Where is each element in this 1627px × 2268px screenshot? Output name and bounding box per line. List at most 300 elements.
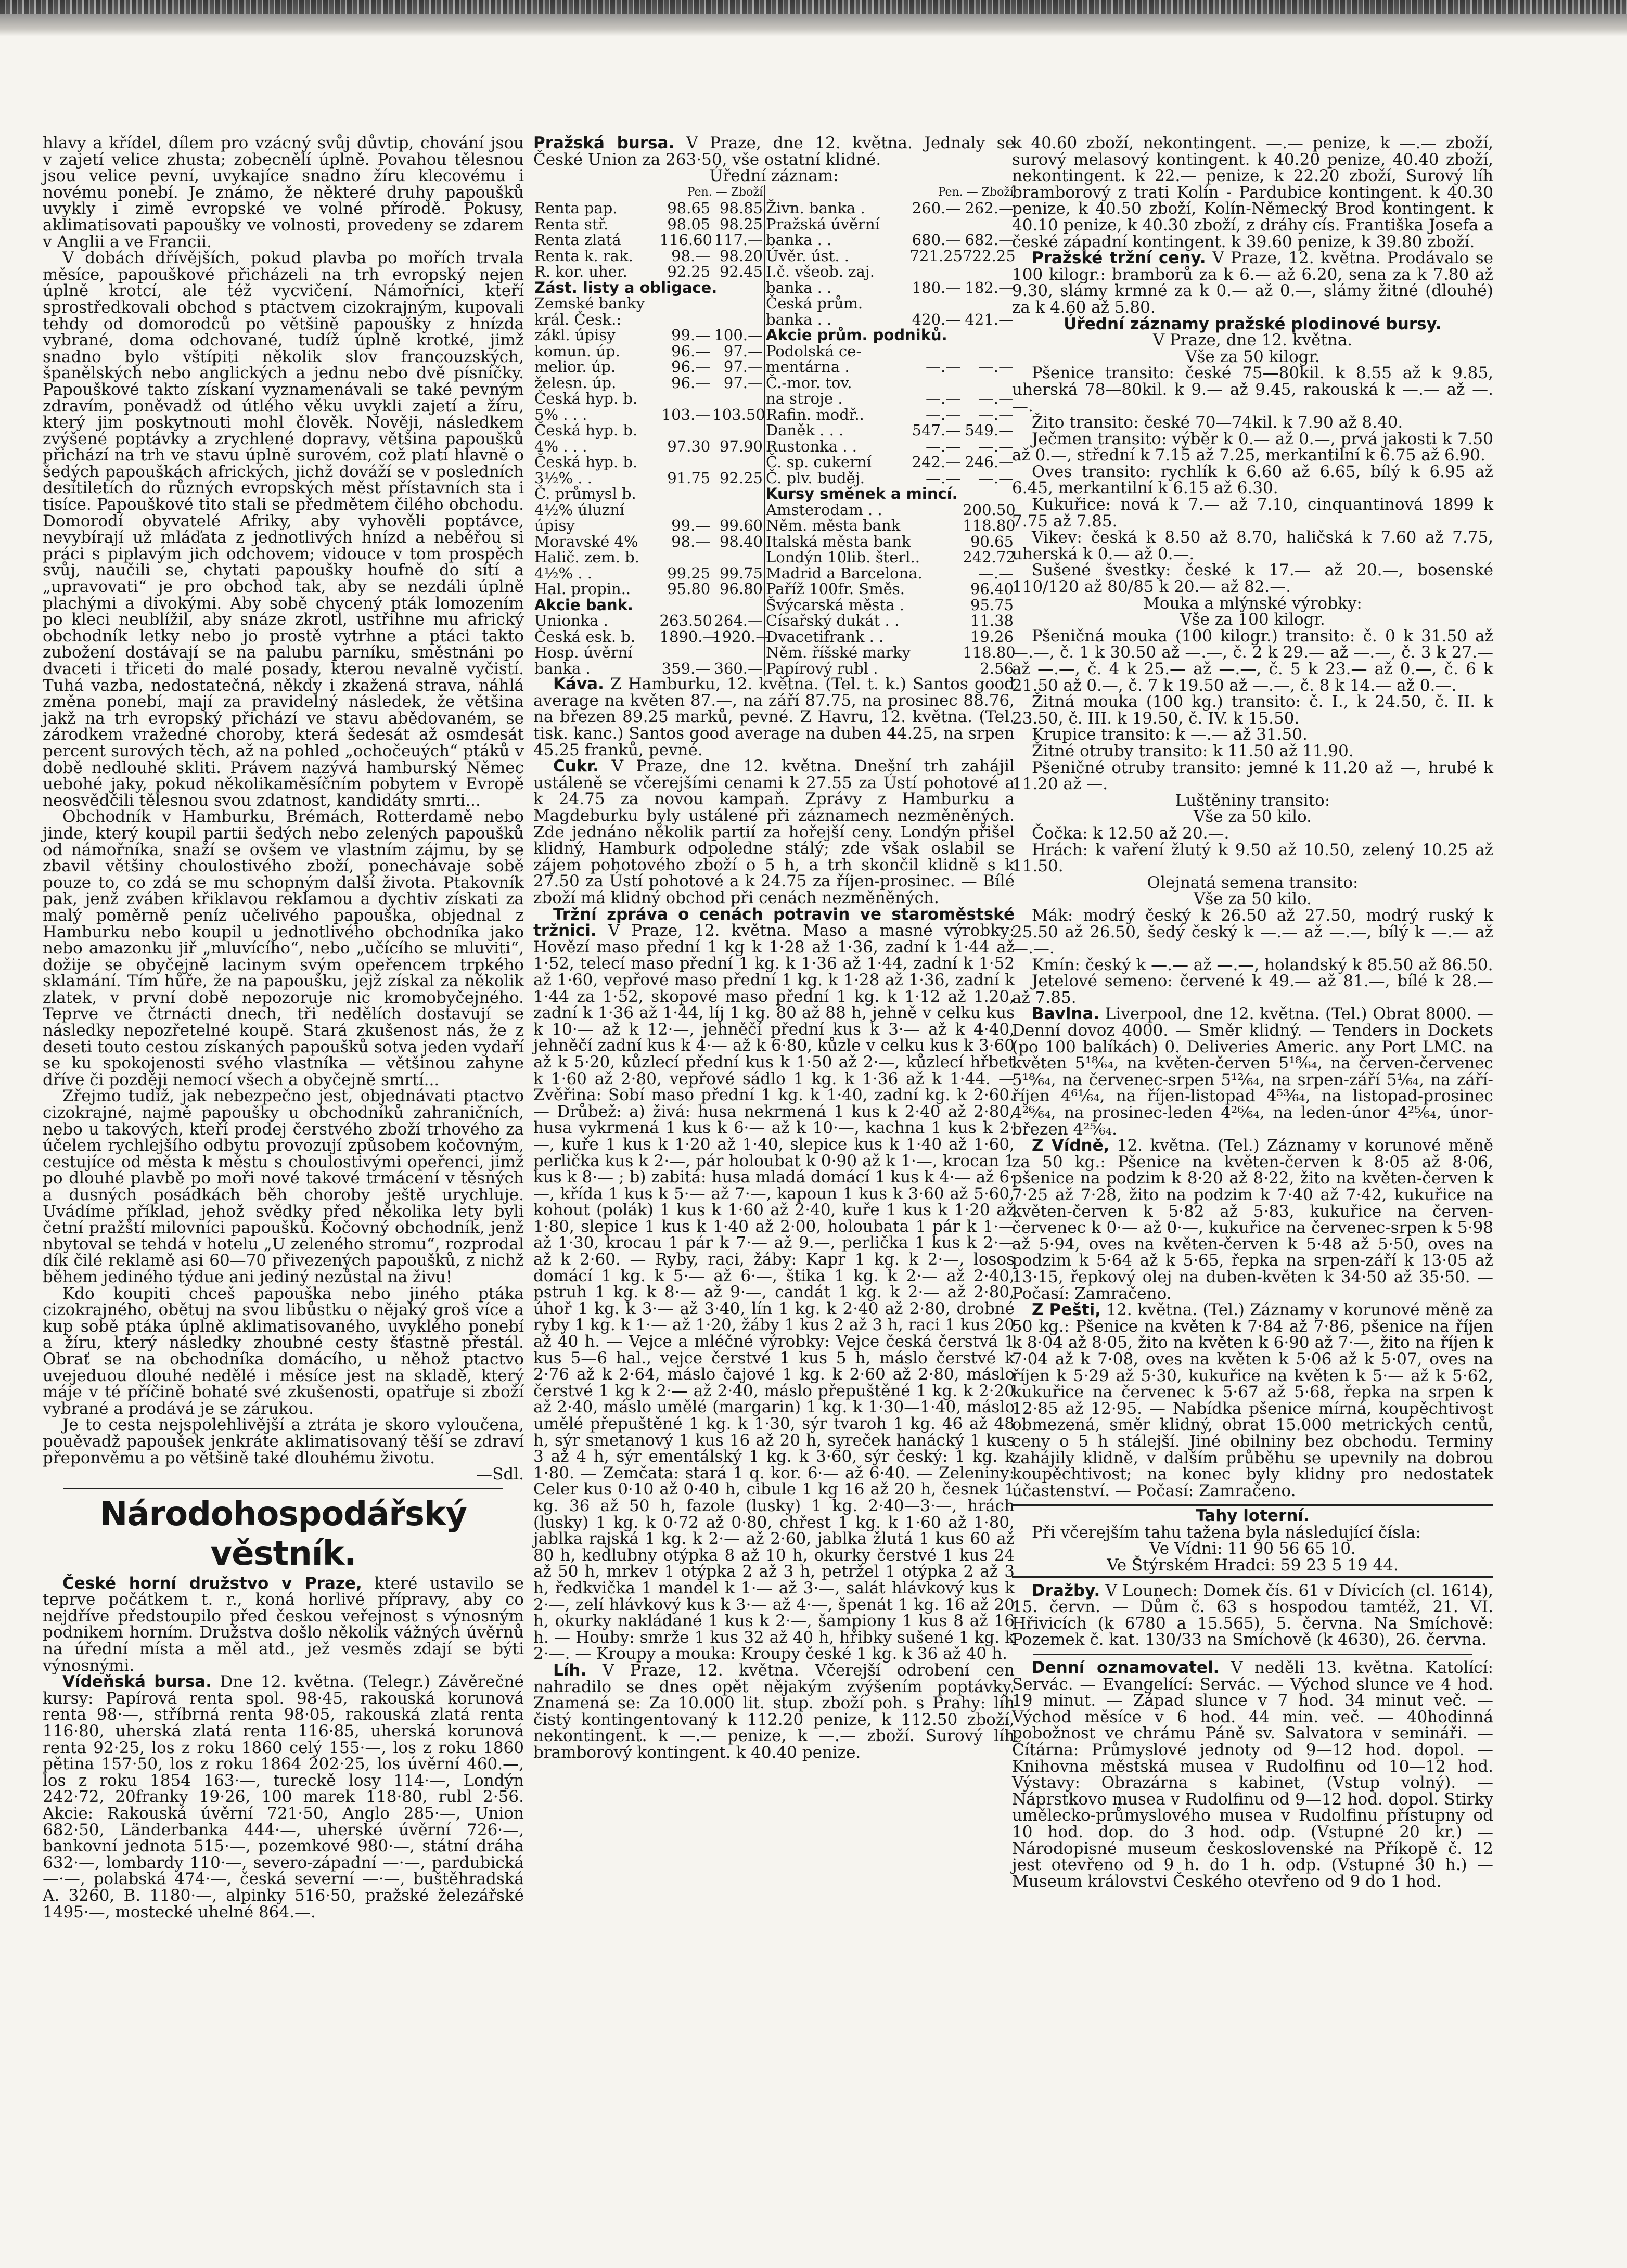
- table-row: [533, 232, 1015, 248]
- table-cell: 92.25: [667, 263, 711, 281]
- table-cell: úpisy: [534, 517, 575, 535]
- market-report-text: Z Hamburku, 12. května. (Tel. t. k.) Santos good average na květen 87.—, na září 87.75, na prosinec 88.76, na březen 89.25 marků, pevné. Z Havru, 12. května. (Tel. tisk. kanc.) Santos good average na duben 44.25, na srpen 45.25 franků, pevné.: [533, 675, 1015, 759]
- table-cell: Č.-mor. tov.: [766, 373, 852, 392]
- table-cell: 5% . . .: [534, 405, 587, 423]
- table-cell: —.—: [926, 469, 961, 487]
- auction-item-heading: Dražby.: [1032, 1581, 1100, 1600]
- table-cell: [659, 597, 712, 613]
- table-cell: 96.—: [671, 358, 711, 376]
- market-report: [533, 907, 1015, 1663]
- commodity-item: Hrách: k vaření žlutý k 9.50 až 10.50, zelený 10.25 až 11.50.: [1012, 840, 1493, 876]
- business-item-text: které ustavilo se teprve počátkem t. r., koná horlivé přípravy, aby co nejdříve předstoupilo před českou veřejnost s výnosným podnikem horním. Družstva došlo několik vážných úvěrnů na úřední místa a měl atd., jež vesměs zdají se býti výnosnými.: [43, 1574, 524, 1675]
- table-cell: Akcie prům. podniků.: [766, 326, 947, 344]
- bursa-intro: V Praze, dne 12. května. Jednaly se České Union za 263·50, vše ostatní klidné.: [533, 134, 1015, 169]
- table-cell: [711, 422, 764, 439]
- table-cell: [711, 295, 764, 312]
- table-row: [533, 295, 1015, 312]
- table-cell: Zást. listy a obligace.: [534, 278, 718, 297]
- table-cell: melior. úp.: [534, 358, 616, 376]
- table-cell: Švýcarská města .: [766, 596, 904, 614]
- business-item: [43, 1674, 524, 1921]
- table-row: [533, 518, 1015, 534]
- table-cell: 96.—: [671, 342, 711, 360]
- table-row: [533, 486, 1015, 502]
- table-cell: 97.—: [711, 359, 764, 375]
- market-report-heading: Cukr.: [553, 757, 599, 776]
- business-item-heading: Vídeňská bursa.: [62, 1672, 212, 1692]
- table-cell: —.—: [978, 564, 1014, 582]
- table-row: [533, 629, 1015, 645]
- auctions: [1012, 1583, 1493, 1648]
- section-rule-2: [1033, 1654, 1472, 1655]
- table-cell: 262.—: [965, 199, 1014, 217]
- table-cell: mentárna .: [766, 358, 850, 376]
- table-cell: 682.—: [965, 231, 1014, 249]
- table-row: [533, 359, 1015, 375]
- table-cell: —.—: [926, 390, 961, 408]
- announcement-heading: Denní oznamovatel.: [1032, 1658, 1220, 1678]
- business-item: [43, 1576, 524, 1674]
- market-report: [1012, 1006, 1493, 1138]
- table-row: [533, 439, 1015, 455]
- table-row: [533, 502, 1015, 518]
- table-cell: —.—: [978, 469, 1014, 487]
- table-cell: banka .: [534, 659, 591, 677]
- table-cell: [962, 264, 1015, 280]
- table-cell: Císařský dukát . .: [766, 612, 900, 630]
- table-cell: 96.—: [671, 373, 711, 392]
- table-cell: 98.85: [711, 200, 764, 216]
- table-cell: 92.25: [711, 470, 764, 486]
- table-cell: Zemské banky: [534, 294, 645, 313]
- table-cell: [711, 486, 764, 502]
- table-cell: Unionka .: [534, 612, 608, 630]
- table-cell: Hosp. úvěrní: [534, 643, 633, 662]
- header-right: Pen. — Zboží: [938, 185, 1014, 199]
- table-row: [533, 375, 1015, 391]
- trzni-text: V Praze, 12. května. Prodávalo se 100 kilogr.: bramborů za k 6.— až 6.20, sena za k 7.80 až 9.30, slámy krmné za k 0.— až 0.—, slámy žitné (dlouhé) za k 4.60 až 5.80.: [1012, 249, 1494, 317]
- table-cell: 98.—: [671, 247, 711, 265]
- table-cell: [962, 295, 1015, 312]
- table-row: [533, 248, 1015, 264]
- table-cell: 96.40: [970, 580, 1014, 598]
- column-1: [43, 135, 524, 2247]
- table-cell: Živn. banka .: [766, 199, 865, 217]
- commodity-item: Mouka a mlýnské výrobky:: [1143, 594, 1362, 613]
- table-cell: [711, 312, 764, 328]
- table-row: [533, 661, 1015, 677]
- bursa-heading: Pražská bursa.: [533, 134, 675, 152]
- table-cell: 97.30: [667, 437, 711, 455]
- table-cell: Papírový rubl .: [766, 659, 878, 677]
- table-cell: 90.65: [970, 532, 1014, 550]
- table-cell: 91.75: [667, 469, 711, 487]
- table-row: [533, 216, 1015, 233]
- market-report: [533, 758, 1015, 906]
- table-cell: Italská města bank: [766, 532, 911, 550]
- table-cell: [659, 549, 712, 565]
- article-paragraph: Kdo koupiti chceš papouška nebo jiného ptáka cizokrajného, obětuj na svou libůstku o nějaký groš více a kup sobě ptáka úplně aklimatisovaného, uvyklého ponebí a žíru, který následky zhoubné cesty šťastně přestál. Obrať se na obchodníka domácího, u něhož ptactvo uvejeduou dlouhé nedělé i měsíce jest na skladě, který máje v té příčině bohaté své zkušenosti, opatřuje si zboží vybrané a prodává je se zárukou.: [43, 1284, 524, 1418]
- table-cell: [909, 375, 962, 391]
- table-cell: 680.—: [912, 231, 961, 249]
- article-paragraph: Obchodník v Hamburku, Brémách, Rotterdamě nebo jinde, který koupil partii šedých nebo zelených papoušků od námořníka, snaží se ovšem ve vlastním zájmu, by se zbavil většiny choulostivého zboží, ponechávaje sobě pouze to, co zdá se mu schopným další života. Ptakovník pak, jenž zváben křiklavou reklamou a dychtiv získati za malý poměrně peníz učelivého papouška, objednal z Hamburku nebo koupil u jednotlivého obchodníka jako nebo amazonku jiř „mluvícího“, nebo „učícího se mluviti“, dožije se obyčejně lacinym svým opeřencem trpkého sklamání. Tím hůře, že na papoušku, jejž získal za několik zlatek, v první době nepozoruje nic kromobyčejného. Teprve ve čtrnácti dnech, tři nedělích dostavují se následky nepozřetelné koupě. Stará zkušenost nás, že z deseti touto cestou získaných papoušků sotva jeden vydaří se ku spokojenosti svého vlastníka — většinou zahyne dříve či později nemocí všech a obyčejně smrtí...: [43, 807, 524, 1089]
- table-row: [533, 470, 1015, 486]
- article-paragraph: hlavy a křídel, dílem pro vzácný svůj důvtip, chování jsou v zajetí velice zhusta; zobecnělí úplně. Povahou tělesnou jsou velice pevní, uvykajíce snadno žíru klecovému i novému ponebí. Je známo, že některé druhy papoušků uvykly i zimě evropské ve volné přírodě. Pokusy, aklimatisovati papoušky ve volnosti, provedeny se zdarem v Anglii a ve Francii.: [43, 134, 524, 251]
- table-cell: želesn. úp.: [534, 373, 617, 392]
- table-cell: 98.—: [671, 532, 711, 550]
- commodity-item: Vikev: česká k 8.50 až 8.70, haličská k 7.60 až 7.75, uherská k 0.— až 0.—.: [1012, 528, 1493, 563]
- commodity-item: Vše za 100 kilogr.: [1180, 610, 1325, 629]
- table-cell: 117.—: [711, 232, 764, 248]
- market-report: [533, 676, 1015, 758]
- table-cell: [659, 312, 712, 328]
- commodity-item: Žitné otruby transito: k 11.50 až 11.90.: [1032, 741, 1354, 761]
- lottery-heading: Tahy loterní.: [1196, 1506, 1310, 1526]
- table-cell: Česká hyp. b.: [534, 390, 638, 408]
- section-title: Národohospodářský věstník.: [99, 1494, 467, 1573]
- table-cell: [909, 613, 962, 629]
- section-rule: [63, 1488, 503, 1489]
- commodity-item: Oves transito: rychlík k 6.60 až 6.65, bílý k 6.95 až 6.45, merkantilní k 6.15 až 6.30.: [1012, 462, 1493, 498]
- table-cell: Amsterodam . .: [766, 500, 882, 519]
- table-cell: 420.—: [912, 310, 961, 328]
- table-cell: 19.26: [970, 627, 1014, 646]
- commodity-item: Ječmen transito: výběr k 0.— až 0.—, prvá jakosti k 7.50 až 0.—, střední k 7.15 až 7.25, merkantilní k 6.75 až 6.90.: [1012, 429, 1493, 465]
- table-cell: —.—: [978, 358, 1014, 376]
- market-report-heading: Tržní zpráva o cenách potravin ve staroměstské tržnici.: [533, 905, 1015, 940]
- table-cell: 547.—: [912, 421, 961, 440]
- table-cell: Podolská ce-: [766, 342, 862, 360]
- plodiny-heading: Úřední záznamy pražské plodinové bursy.: [1064, 314, 1442, 333]
- table-cell: 95.80: [667, 580, 711, 598]
- table-cell: komun. úp.: [534, 342, 620, 360]
- table-cell: 264.—: [711, 613, 764, 629]
- table-cell: [659, 295, 712, 312]
- table-cell: Česká hyp. b.: [534, 421, 638, 440]
- table-cell: 97.—: [711, 375, 764, 391]
- spirit-continued: k 40.60 zboží, nekontingent. —.— penize, k —.— zboží, surový melasový kontingent. k 40.20 penize, 40.40 zboží, nekontingent. k 22.— penize, k 22.20 zboží, Surový líh bramborový z trati Kolín - Pardubice kontingent. k 40.30 penize, k 40.50 zboží, Kolín-Německý Brod kontingent. k 40.10 penize, k 40.30 zboží, z dráhy cís. Františka Josefa a české západní kontingent. k 39.60 penize, k 39.80 zboží.: [1012, 134, 1493, 251]
- table-cell: Halič. zem. b.: [534, 548, 639, 566]
- commodity-item: Pšenice transito: české 75—80kil. k 8.55 až k 9.85, uherská 78—80kil. k 9.— až 9.45, rakouská k —.— až —.—.: [1012, 364, 1493, 416]
- table-cell: —.—: [926, 437, 961, 455]
- table-cell: [659, 486, 712, 502]
- table-cell: —.—: [926, 405, 961, 423]
- market-report-heading: Z Pešti,: [1032, 1300, 1101, 1320]
- header-left: Pen. — Zboží: [659, 185, 765, 201]
- table-cell: 722.25: [963, 247, 1016, 265]
- quotation-table: [533, 185, 1015, 677]
- market-report-heading: Bavlna.: [1032, 1004, 1100, 1024]
- auction-item: [1012, 1583, 1493, 1648]
- market-report-text: V Praze, 12. května. Maso a masné výrobky: Hovězí maso přední 1 kg k 1·28 až 1·36, zadní k 1·44 až 1·52, telecí maso přední 1 kg. k 1·36 až 1·44, zadní k 1·52 až 1·60, vepřové maso přední 1 kg. k 1·28 až 1·36, zadní k 1·44 za 1·52, skopové maso přední 1 kg. k 1·12 až 1.20, zadní k 1·36 až 1·44, líj 1 kg. 80 až 88 h, jehně v celku kus k 10·— až k 12·—, jehněčí přední kus k 3·— až k 4·40, jehněčí zadní kus k 4·— až k 6·80, kůzle v celku kus k 3·60 až k 5·20, kůzlecí přední kus k 1·50 až 2·—, kůzlecí hřbet k 1·60 až 2·80, vepřové sádlo 1 kg. k 1·36 až k 1·44. — Zvěřina: Sobí maso přední 1 kg. k 1·40, zadní kg. k 2·60. — Drůbež: a) živá: husa nekrmená 1 kus k 2·40 až 2·80, husa vykrmená 1 kus k 6·— až k 10·—, kachna 1 kus k 2·—, kuře 1 kus k 1·20 až 1·40, slepice kus k 1·40 až 1·60, perlička kus k 2·—, pár holoubat k 0·90 až k 1·—, krocan 1 kus k 8·— ; b) zabitá: husa mladá domácí 1 kus k 4·— až 6·—, křída 1 kus k 5·— až 7·—, kapoun 1 kus k 3·60 až 5·60, kohout (polák) 1 kus k 1·60 až 2·40, kuře 1 kus k 1·20 až 1·80, slepice 1 kus k 1·40 až 2·00, holoubata 1 pár k 1·— až 1·30, krocau 1 pár k 7·— až 9.—, perlička 1 kus k 2·— až k 2·60. — Ryby, raci, žáby: Kapr 1 kg. k 2·—, losos domácí 1 kg. k 5·— až 6·—, štika 1 kg. k 2·— až 2·40, pstruh 1 kg. k 8·— až 9·—, candát 1 kg. k 2·— až 2·80, úhoř 1 kg. k 3·— až 3·40, lín 1 kg. k 2·40 až 2·80, drobné ryby 1 kg. k 1·— až 1·20, žáby 1 kus 2 až 3 h, raci 1 kus 20 až 40 h. — Vejce a mléčné výrobky: Vejce česká čerstvá 1 kus 5—6 hal., vejce čerstvé 1 kus 5 h, máslo čerstvé k 2·76 až k 2·64, máslo čajové 1 kg. k 2·60 až 2·80, máslo čerstvé 1 kg k 2·— až 2·40, máslo přepuštěné 1 kg. k 2·20 až 2·40, máslo umělé (margarin) 1 kg. k 1·30—1·40, máslo umělé přepuštěné 1 kg. k 1·30, sýr tvaroh 1 kg. 46 až 48 h, sýr smetanový 1 kus 16 až 20 h, syreček hanácký 1 kus 3 až 4 h, sýr ementálský 1 kg. k 3·60, sýr český: 1 kg. k 1·80. — Zemčata: stará 1 q. kor. 6·— až 6·40. — Zeleniny: Celer kus 0·10 až 0·40 h, cibule 1 kg 16 až 20 h, česnek 1 kg. 36 až 50 h, fazole (lusky) 1 kg. 2·40—3·—, hrách (lusky) 1 kg. k 0·72 až 0·80, chřest 1 kg. k 1·60 až 1·80, jablka rajská 1 kg. k 2·— až 2·60, jablka žlutá 1 kus 60 až 80 h, kedlubny otýpka 8 až 10 h, okurky čerstvé 1 kus 24 až 50 h, mrkev 1 otýpka 2 až 3 h, petržel 1 otýpka 2 až 3 h, ředkvička 1 mandel k 1·— až 3·—, salát hlávkový kus k 2·—, zelí hlávkový kus k 3·— až 4·—, špenát 1 kg. 16 až 20 h, okurky nakládané 1 kus k 2·—, šampiony 1 kus 8 až 16 h. — Houby: smrže 1 kus 32 až 40 h, hřibky sušené 1 kg. k 2·—. — Kroupy a mouka: Kroupy české 1 kg. k 36 až 40 h.: [533, 921, 1015, 1664]
- market-report-text: Liverpool, dne 12. května. (Tel.) Obrat 8000. — Denní dovoz 4000. — Směr klidný. — Tenders in Dockets (po 100 balíkách) 0. Deliveries Americ. any Port LMC. na květen 5¹⁸⁄₆₄, na květen-červen 5¹⁸⁄₆₄, na červen-červenec 5¹⁸⁄₆₄, na červenec-srpen 5¹²⁄₆₄, na srpen-září 5¹⁄₆₄, na září-říjen 4⁶¹⁄₆₄, na říjen-listopad 4⁵³⁄₆₄, na listopad-prosinec 4²⁶⁄₆₄, na prosinec-leden 4²⁶⁄₆₄, na leden-únor 4²⁵⁄₆₄, únor-březen 4²⁵⁄₆₄.: [1012, 1004, 1494, 1139]
- table-cell: banka . .: [766, 231, 832, 249]
- table-cell: [711, 280, 764, 296]
- commodity-item: Pšeničné otruby transito: jemné k 11.20 až —, hrubé k 11.20 až —.: [1012, 758, 1493, 794]
- table-cell: [659, 422, 712, 439]
- table-row: [533, 391, 1015, 407]
- table-cell: 549.—: [965, 421, 1014, 440]
- table-cell: 99.—: [671, 326, 711, 344]
- commodity-item: Mák: modrý český k 26.50 až 27.50, modrý ruský k 25.50 až 26.50, šedý český k —.— až —.—, bílý k —.— až —.—.: [1012, 906, 1493, 958]
- table-cell: Renta stř.: [534, 215, 609, 233]
- table-cell: Česká prům.: [766, 294, 863, 313]
- market-report: [1012, 1302, 1493, 1499]
- table-cell: 98.65: [667, 199, 711, 217]
- commodity-item: Olejnatá semena transito:: [1147, 873, 1359, 892]
- table-cell: 360.—: [711, 661, 764, 677]
- table-cell: 263.50: [659, 612, 712, 630]
- table-cell: Česká hyp. b.: [534, 453, 638, 471]
- table-cell: [962, 327, 1015, 343]
- table-cell: Pražská úvěrní: [766, 215, 880, 233]
- table-cell: [962, 343, 1015, 359]
- table-cell: 3½% . .: [534, 469, 592, 487]
- table-row: [533, 454, 1015, 470]
- lottery-graz: Ve Štýrském Hradci: 59 23 5 19 44.: [1107, 1556, 1399, 1575]
- market-report-heading: Z Vídně,: [1032, 1136, 1110, 1155]
- commodity-list: [1012, 365, 1493, 1006]
- table-row: [533, 264, 1015, 280]
- plodiny-place: V Praze, dne 12. května.: [1152, 331, 1353, 350]
- table-cell: [962, 375, 1015, 391]
- table-cell: [909, 581, 962, 597]
- table-cell: [909, 661, 962, 677]
- table-cell: [659, 454, 712, 470]
- commodity-item: Luštěniny transito:: [1175, 791, 1330, 810]
- table-cell: 103.50: [712, 405, 765, 423]
- table-cell: 97.—: [711, 343, 764, 359]
- top-stripes: [0, 0, 1627, 14]
- table-cell: král. Česk.:: [534, 310, 622, 328]
- market-report-text: V Praze, 12. května. Včerejší odrobení cen nahradilo se dnes opět nějakým zvýšením poptávky. Znamená se: Za 10.000 lit. stup. zboží poh. s Prahy: líh čistý kontingentovaný k 112.20 penize, k 112.50 zboží, nekontingent. k —.— penize, k —.— zboží. Surový líh bramborový kontingent. k 40.40 penize.: [533, 1660, 1015, 1762]
- commodity-item: Čočka: k 12.50 až 20.—.: [1032, 823, 1229, 843]
- table-row: [533, 565, 1015, 582]
- table-cell: [909, 295, 962, 312]
- table-cell: Úvěr. úst. .: [766, 247, 849, 265]
- table-cell: 246.—: [965, 453, 1014, 471]
- table-cell: 242.72: [963, 548, 1016, 566]
- table-cell: 200.50: [963, 500, 1016, 519]
- table-cell: —.—: [978, 390, 1014, 408]
- table-cell: 4½% . .: [534, 564, 592, 582]
- table-cell: 4½% úluzní: [534, 500, 625, 519]
- table-cell: [909, 216, 962, 233]
- market-report-text: 12. května. (Tel.) Záznamy v korunové měně za 50 kg.: Pšenice na květen-červen k 8·05 až 8·06, pšenice na podzim k 8·20 až 8·22, žito na květen-červen k 7·25 až 7·28, žito na podzim k 7·40 až 7·42, kukuřice na květen-červen k 5·82 až 5·83, kukuřice na červen-červenec k 0·— až 0·—, kukuřice na červenec-srpen k 5·98 až 5·94, oves na květen-červen k 5·48 až 5·50, oves na podzim k 5·64 až k 5·65, řepka na srpen-září k 13·05 až 13·15, řepkový olej na duben-květen k 34·50 až 35·50. — Počasí: Zamračeno.: [1012, 1136, 1493, 1303]
- table-row: [533, 422, 1015, 439]
- table-cell: Daněk . . .: [766, 421, 844, 440]
- table-cell: Madrid a Barcelona.: [766, 564, 923, 582]
- table-cell: 4% . . .: [534, 437, 587, 455]
- table-cell: banka . .: [766, 310, 832, 328]
- table-cell: 103.—: [661, 405, 711, 423]
- table-row: [533, 613, 1015, 629]
- table-title: Úřední záznam:: [709, 166, 839, 186]
- table-cell: 92.45: [711, 264, 764, 280]
- table-cell: 95.75: [970, 596, 1014, 614]
- table-cell: [909, 534, 962, 550]
- table-row: [533, 407, 1015, 423]
- table-cell: [962, 216, 1015, 233]
- table-cell: [711, 502, 764, 518]
- market-report: [533, 1660, 1015, 1762]
- article-paragraph: Zřejmo tudíž, jak nebezpečno jest, objednávati ptactvo cizokrajné, najmě papoušky u obchodníků zahraničních, nebo u takových, kteří prodej čerstvého zboží trhového za účelem rychlejšího odbytu provozují způsobem kočovným, cestujíce od města k městu s choulostivými opeřenci, jimž po dlouhé plavbě po moři nové takové trmácení v těsných a dusných posádkách běh choroby ještě urychluje. Uvádíme příklad, jehož svědky před několika lety byli četní pražští milovníci papoušků. Kočovný obchodník, jenž nbytoval se tehdá v hotelu „U zeleného stromu“, rozprodal dík čilé reklamě asi 60—70 přivezených papoušků, z nichž během jediného týdue ani jediný nezůstal na živu!: [43, 1087, 524, 1286]
- market-report-text: V Praze, dne 12. května. Dnešní trh zahájil ustáleně se včerejšími cenami k 27.55 za Ústí pohotové a k 24.75 za novou kampaň. Zprávy z Hamburku a Magdeburku byly ustálené při záznamech nezměněných. Zde jednáno několik partií za hořejší ceny. Londýn přišel klidný, Hamburk odpoledne stálý; zde však oslabil se zájem pohotového zboží o 5 h, a trh skončil klidně s k 27.50 za Ústí pohotové a k 24.75 za říjen-prosinec. — Bílé zboží má klidný obchod při cenách nezměněných.: [533, 757, 1015, 907]
- commodity-item: Vše za 50 kilo.: [1193, 890, 1312, 909]
- business-news: [43, 1576, 524, 1921]
- market-report-heading: Káva.: [553, 675, 604, 694]
- table-cell: 116.60: [659, 231, 712, 249]
- table-cell: Č. průmysl b.: [534, 485, 636, 503]
- table-cell: 118.80: [963, 517, 1016, 535]
- commodity-item: Kukuřice: nová k 7.— až 7.10, cinquantinová 1899 k 7.75 až 7.85.: [1012, 495, 1493, 531]
- daily-announcements: [1012, 1660, 1493, 1890]
- table-cell: Rustonka . .: [766, 437, 857, 455]
- table-cell: I.č. všeob. zaj.: [766, 263, 875, 281]
- commodity-item: Sušené švestky: české k 17.— až 20.—, bosenské 110/120 až 80/85 k 20.— až 82.—.: [1012, 561, 1493, 597]
- table-row: [533, 597, 1015, 613]
- table-cell: 359.—: [661, 659, 711, 677]
- table-cell: 98.25: [711, 216, 764, 233]
- table-cell: 98.20: [711, 248, 764, 264]
- table-cell: 99.75: [711, 565, 764, 582]
- trzni-heading: Pražské tržní ceny.: [1032, 249, 1206, 268]
- table-cell: Paříž 100fr. Směs.: [766, 580, 905, 598]
- table-cell: [659, 502, 712, 518]
- table-cell: 99.25: [667, 564, 711, 582]
- table-cell: [659, 391, 712, 407]
- table-cell: —.—: [926, 358, 961, 376]
- table-cell: Kursy směnek a mincí.: [766, 485, 958, 503]
- table-cell: [909, 343, 962, 359]
- table-cell: banka . .: [766, 278, 832, 297]
- table-cell: na stroje .: [766, 390, 843, 408]
- table-cell: —.—: [978, 437, 1014, 455]
- table-cell: 11.38: [970, 612, 1014, 630]
- table-cell: 100.—: [711, 327, 764, 343]
- market-report: [1012, 1138, 1493, 1302]
- table-cell: 242.—: [912, 453, 961, 471]
- table-cell: [659, 645, 712, 661]
- table-cell: 721.25: [909, 247, 963, 265]
- article-paragraph: Je to cesta nejspolehlivější a ztráta je skoro vyloučena, pouěvadž papoušek jenkráte aklimatisovaný těší se zdraví přeponvěmu a po většině také dlouhému životu.: [43, 1415, 524, 1467]
- table-cell: 180.—: [912, 278, 961, 297]
- commodity-item: Žitná mouka (100 kg.) transito: č. I., k 24.50, č. II. k 23.50, č. III. k 19.50, č. IV. k 15.50.: [1012, 692, 1493, 728]
- table-cell: R. kor. uher.: [534, 263, 627, 281]
- table-cell: 2.56: [980, 659, 1014, 677]
- table-cell: Č. sp. cukerní: [766, 453, 872, 471]
- table-cell: Renta k. rak.: [534, 247, 633, 265]
- table-cell: [711, 391, 764, 407]
- table-cell: Něm. města bank: [766, 517, 901, 535]
- market-reports: [533, 676, 1015, 1761]
- signature: —Sdl.: [476, 1465, 524, 1484]
- article-paragraph: V dobách dřívějších, pokud plavba po mořích trvala měsíce, papouškové přicházeli na trh evropský nejen úplně krotcí, ale též vycvičení. Námořníci, kteří sprostředkovali obchod s ptactvem cizokrajným, kupovali tehdy od domorodců po většině papoušky z hnízda vybrané, doma odchované, tudíž úplně krotké, jimž snadno bylo vštípiti několik slov francouzských, španělských nebo anglických a jednu nebo dvě písničky. Papouškové takto získaní vyznamenávali se také pevným zdravím, poněvadž od útlého věku uvykli zajetí a žíru, který jim poskytnouti mohl člověk. Nověji, následkem zvýšené poptávky a zrychlené dopravy, většina papoušků přichází na trh ve stavu úplně surovém, což platí hlavně o šedých papouškách afrických, jichž dováží se v posledních desítiletích do různých evropských měst přístavních sta i tisíce. Papouškové tito stali se předmětem čilého obchodu. Domorodí obyvatelé Afriky, aby vyhověli poptávce, nevybírají už mláďata z jednotlivých hnízd a nebéřou si práci s piplavým jich odchovem; vidouce v tom prospěch svůj, naučili se, chytati papoušky houfně do sítí a „upravovati“ je pro obchod tak, aby se nezdáli úplně plachými a divokými. Aby sobě chycený pták lomozením po kleci neublížil, aby snáze zkrotl, ustřihne mu africký obchodník letky nebo jo prostě vytrhne a ptáci takto zubožení dostávají se na palubu parníku, směstnáni po dvaceti i třiceti do malé posady, kterou nevalně vyčistí. Tuhá vazba, nedostatečná, někdy i zkažená strava, náhlá změna ponebí, mají za pravidelný následek, že většina jakž na trh evropský přichází ve stavu abědovaném, se zárodkem vražedné choroby, která šedesát až osmdesát percent surových těch, až na pohled „ochočeuých“ ptáků v době nedlouhé skliti. Právem nazývá hamburský Němec uebohé jaky, pokud několikaměsíčním pobytem v Evropě neosvědčili tělesnou svou zdatnost, kandidáty smrti...: [43, 249, 524, 810]
- table-cell: Česká esk. b.: [534, 627, 636, 646]
- table-cell: 421.—: [965, 310, 1014, 328]
- article-parrots: [43, 135, 524, 1466]
- commodity-item: Kmín: český k —.— až —.—, holandský k 85.50 až 86.50.: [1032, 955, 1493, 974]
- commodity-item: Žito transito: české 70—74kil. k 7.90 až 8.40.: [1032, 413, 1403, 432]
- table-cell: [909, 645, 962, 661]
- table-cell: Renta zlatá: [534, 231, 621, 249]
- column-3: [1012, 135, 1493, 2247]
- lottery-box: [1012, 1504, 1493, 1577]
- table-cell: [909, 502, 962, 518]
- table-cell: [711, 645, 764, 661]
- commodity-item: Jetelové semeno: červené k 49.— až 81.—, bílé k 28.— až 7.85.: [1012, 972, 1493, 1007]
- table-cell: 99.60: [711, 518, 764, 534]
- table-cell: [711, 549, 764, 565]
- lottery-text: Při včerejším tahu tažena byla následující čísla:: [1032, 1523, 1421, 1542]
- table-row: [533, 645, 1015, 661]
- business-item-heading: České horní družstvo v Praze,: [62, 1574, 362, 1593]
- table-cell: 1920.—: [712, 627, 771, 646]
- table-cell: Hal. propin..: [534, 580, 631, 598]
- business-item-text: Dne 12. května. (Telegr.) Závěrečné kursy: Papírová renta spol. 98·45, rakouská korunová renta 98·—, stříbrná renta 98·05, rakouská zlatá renta 116·80, uherská zlatá renta 116·85, uherská korunová renta 92·25, los z roku 1860 celý 155·—, los z roku 1860 pětina 157·50, los z roku 1864 202·25, los úvěrní 460.—, los z roku 1854 163·—, tureckě losy 114·—, Londýn 242·72, 20franky 19·26, 100 marek 118·80, rubl 2·56. Akcie: Rakouská úvěrní 721·50, Anglo 285·—, Union 682·50, Länderbanka 444·—, uherské úvěrní 726·—, bankovní jednota 515·—, pozemkové 980·—, státní dráha 632·—, lombardy 110·—, severo-západní —·—, pardubická —·—, polabská 474·—, česká severní —·—, buštěhradská A. 3260, B. 1180·—, alpinky 516·50, pražské železářské 1495·—, mostecké uhelné 864.—.: [43, 1672, 524, 1922]
- table-cell: 96.80: [711, 581, 764, 597]
- table-cell: Akcie bank.: [534, 596, 633, 614]
- table-cell: Dvacetifrank . .: [766, 627, 884, 646]
- table-row: [533, 200, 1015, 216]
- table-row: [533, 312, 1015, 328]
- table-cell: Rafin. modř..: [766, 405, 864, 423]
- table-row: [533, 343, 1015, 359]
- table-cell: [909, 518, 962, 534]
- table-row: [533, 280, 1015, 296]
- table-cell: Londýn 10lib. šterl..: [766, 548, 920, 566]
- table-cell: [962, 486, 1015, 502]
- auction-item-text: V Lounech: Domek čís. 61 v Dívicích (cl. 1614), 15. červn. — Dům č. 63 s hospodou tamtéž, 21. VI. Hřivicích (k 6780 a 15.565), 5. června. Na Smíchově: Pozemek č. kat. 130/33 na Smíchově (k 4630), 26. června.: [1012, 1581, 1493, 1650]
- table-row: [533, 581, 1015, 597]
- announcement: [1012, 1660, 1493, 1890]
- table-cell: 99.—: [671, 517, 711, 535]
- market-report-text: 12. května. (Tel.) Záznamy v korunové měně za 50 kg.: Pšenice na květen k 7·84 až 7·86, pšenice na říjen k 8·04 až 8·05, žito na květen k 6·90 až 7·—, žito na říjen k 7·04 až k 7·08, oves na květen k 5·06 až k 5·07, oves na říjen k 5·29 až 5·30, kukuřice na květen k 5·— až k 5·62, kukuřice na červenec k 5·67 až 5·68, řepka na srpen k 12·85 až 12·95. — Nabídka pšenice mírná, koupěchtivost obmezená, směr klidný, obrat 15.000 metrických centů, ceny o 5 h stálejší. Jiné obilniny bez obchodu. Terminy zahájily klidně, v dalším průběhu se upevnily na dobrou koupěchtivost; na konec byly klidny pro nedostatek účastenství. — Počasí: Zamračeno.: [1012, 1300, 1493, 1500]
- table-row: [533, 327, 1015, 343]
- commodity-item: Krupice transito: k —.— až 31.50.: [1032, 725, 1308, 744]
- commodity-item: Pšeničná mouka (100 kilogr.) transito: č. 0 k 31.50 až —.—, č. 1 k 30.50 až —.—, č. 2 k 29.— až —.—, č. 3 k 27.— až —.—, č. 4 k 25.— až —.—, č. 5 k 23.— až 0.—, č. 6 k 21.50 až 0.—, č. 7 k 19.50 až —.—, č. 8 k 14.— až 0.—.: [1012, 626, 1493, 695]
- table-cell: 98.05: [667, 215, 711, 233]
- table-header-row: [533, 185, 1015, 201]
- commodity-item: Vše za 50 kilo.: [1193, 807, 1312, 827]
- table-cell: 98.40: [711, 534, 764, 550]
- table-cell: 97.90: [711, 439, 764, 455]
- table-cell: [711, 454, 764, 470]
- table-cell: Č. plv. buděj.: [766, 469, 865, 487]
- announcement-text: V neděli 13. května. Katolící: Servác. — Evangelící: Servác. — Východ slunce ve 4 hod. 19 minut. — Západ slunce v 7 hod. 34 minut več. — Východ měsíce v 6 hod. 44 min. več. — 40hodinná pobožnost ve chrámu Páně sv. Salvatora v semináři. — Čítárna: Průmyslové jednoty od 9—12 hod. dopol. — Knihovna městská musea v Rudolfinu od 10—12 hod. Výstavy: Obrazárna s kabinet, (Vstup volný). — Náprstkovo musea v Rudolfinu od 9—12 hod. dopol. Stirky umělecko-průmyslového musea v Rudolfinu přístupny od 10 hod. dop. do 3 hod. odp. (Vstupné 20 kr.) — Národopisné museum československé na Příkopě č. 12 jest otevřeno od 9 h. do 1 h. odp. (Vstupné 30 h.) — Museum královstvi Českého otevřeno od 9 do 1 hod.: [1012, 1658, 1493, 1891]
- table-cell: 118.80: [963, 643, 1016, 662]
- table-cell: [909, 629, 962, 645]
- table-cell: 260.—: [912, 199, 961, 217]
- table-cell: Moravské 4%: [534, 532, 638, 550]
- table-cell: [909, 597, 962, 613]
- foreign-markets: [1012, 1006, 1493, 1499]
- column-2: [533, 135, 1015, 2247]
- table-row: [533, 549, 1015, 565]
- table-cell: zákl. úpisy: [534, 326, 616, 344]
- table-row: [533, 534, 1015, 550]
- plodiny-unit: Vše za 50 kilogr.: [1185, 347, 1320, 366]
- table-cell: 1890.—: [659, 627, 718, 646]
- table-cell: [711, 597, 764, 613]
- table-cell: Renta pap.: [534, 199, 618, 217]
- table-cell: Něm. říšské marky: [766, 643, 911, 662]
- top-shadow-band: [0, 0, 1627, 36]
- table-cell: [909, 264, 962, 280]
- market-report-heading: Líh.: [553, 1660, 587, 1680]
- table-cell: —.—: [978, 405, 1014, 423]
- table-cell: 182.—: [965, 278, 1014, 297]
